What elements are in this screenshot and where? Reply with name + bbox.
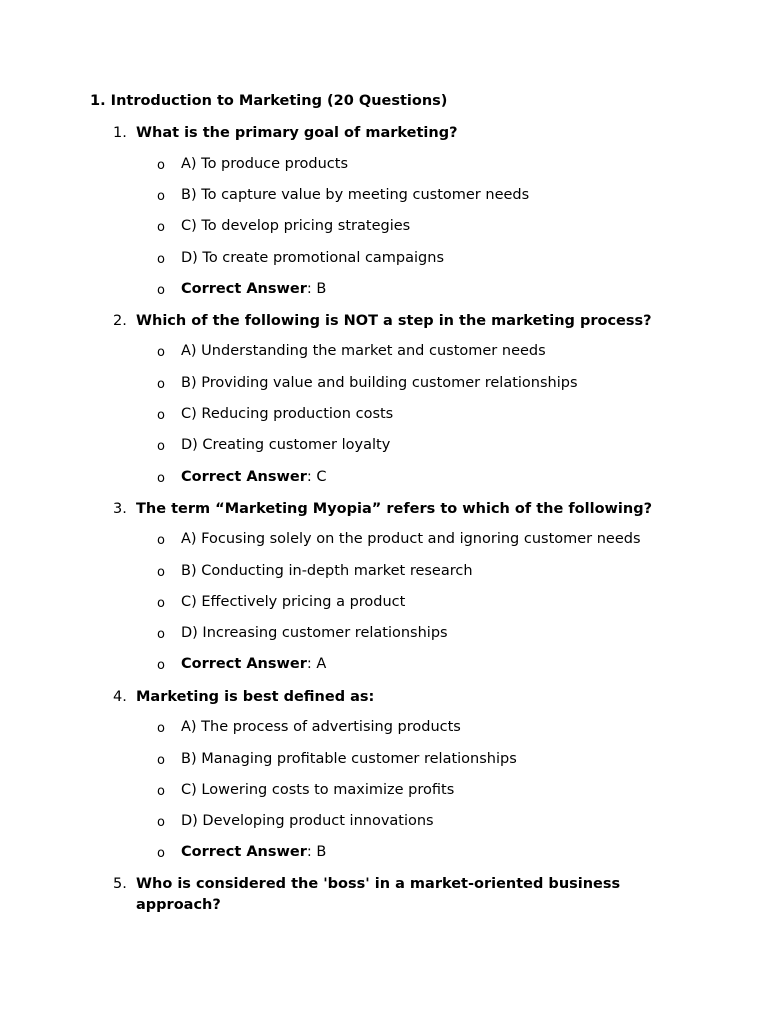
bullet-icon: o (157, 189, 165, 204)
question-2 (113, 311, 693, 332)
option-item: o D) To create promotional campaigns (157, 250, 445, 267)
option-item: o C) Reducing production costs (157, 406, 394, 423)
question-number: 3. (113, 501, 127, 517)
section-heading (90, 92, 447, 111)
bullet-icon: o (157, 471, 165, 486)
bullet-icon: o (157, 815, 165, 830)
option-item: o B) Providing value and building customer relationships (157, 375, 578, 392)
bullet-icon: o (157, 658, 165, 673)
answer-label: Correct Answer (181, 656, 307, 672)
question-text: The term “Marketing Myopia” refers to which of the following? (136, 501, 653, 517)
bullet-icon: o (157, 533, 165, 548)
bullet-icon: o (157, 439, 165, 454)
section-title: Introduction to Marketing (20 Questions) (110, 93, 448, 109)
correct-answer (157, 280, 717, 299)
answer-label: Correct Answer (181, 844, 307, 860)
bullet-icon: o (157, 627, 165, 642)
question-3 (113, 499, 693, 520)
question-number: 4. (113, 689, 127, 705)
bullet-icon: o (157, 220, 165, 235)
bullet-icon: o (157, 283, 165, 298)
bullet-icon: o (157, 846, 165, 861)
answer-value: : B (306, 281, 327, 297)
bullet-icon: o (157, 721, 165, 736)
option-item: o A) The process of advertising products (157, 719, 461, 736)
answer-value: : C (306, 469, 327, 485)
section-number: 1. (90, 93, 106, 109)
question-text: Which of the following is NOT a step in the marketing process? (136, 313, 652, 329)
bullet-icon: o (157, 158, 165, 173)
question-1 (113, 123, 693, 144)
question-text: Marketing is best defined as: (136, 689, 375, 705)
question-number: 1. (113, 125, 127, 141)
option-item: o C) Lowering costs to maximize profits (157, 782, 455, 799)
bullet-icon: o (157, 377, 165, 392)
option-item: o A) To produce products (157, 156, 348, 173)
question-text: What is the primary goal of marketing? (136, 125, 458, 141)
option-item: o A) Understanding the market and customer needs (157, 343, 546, 360)
question-number: 5. (113, 876, 127, 892)
answer-label: Correct Answer (181, 469, 307, 485)
option-item: o C) Effectively pricing a product (157, 594, 406, 611)
question-text: Who is considered the 'boss' in a market-oriented business approach? (136, 876, 621, 913)
bullet-icon: o (157, 596, 165, 611)
answer-label: Correct Answer (181, 281, 307, 297)
bullet-icon: o (157, 252, 165, 267)
question-4 (113, 687, 693, 708)
option-item: o B) Conducting in-depth market research (157, 563, 473, 580)
option-item: o C) To develop pricing strategies (157, 218, 411, 235)
option-item: o A) Focusing solely on the product and ignoring customer needs (157, 531, 641, 548)
bullet-icon: o (157, 345, 165, 360)
option-item: o B) Managing profitable customer relationships (157, 751, 517, 768)
answer-value: : B (306, 844, 327, 860)
correct-answer (157, 468, 717, 487)
bullet-icon: o (157, 565, 165, 580)
correct-answer (157, 843, 717, 862)
answer-value: : A (306, 656, 327, 672)
option-item: o D) Creating customer loyalty (157, 437, 391, 454)
option-item: o B) To capture value by meeting customer needs (157, 187, 530, 204)
correct-answer (157, 655, 717, 674)
option-item: o D) Increasing customer relationships (157, 625, 448, 642)
question-number: 2. (113, 313, 127, 329)
bullet-icon: o (157, 408, 165, 423)
question-5 (113, 874, 673, 916)
bullet-icon: o (157, 753, 165, 768)
option-item: o D) Developing product innovations (157, 813, 434, 830)
bullet-icon: o (157, 784, 165, 799)
